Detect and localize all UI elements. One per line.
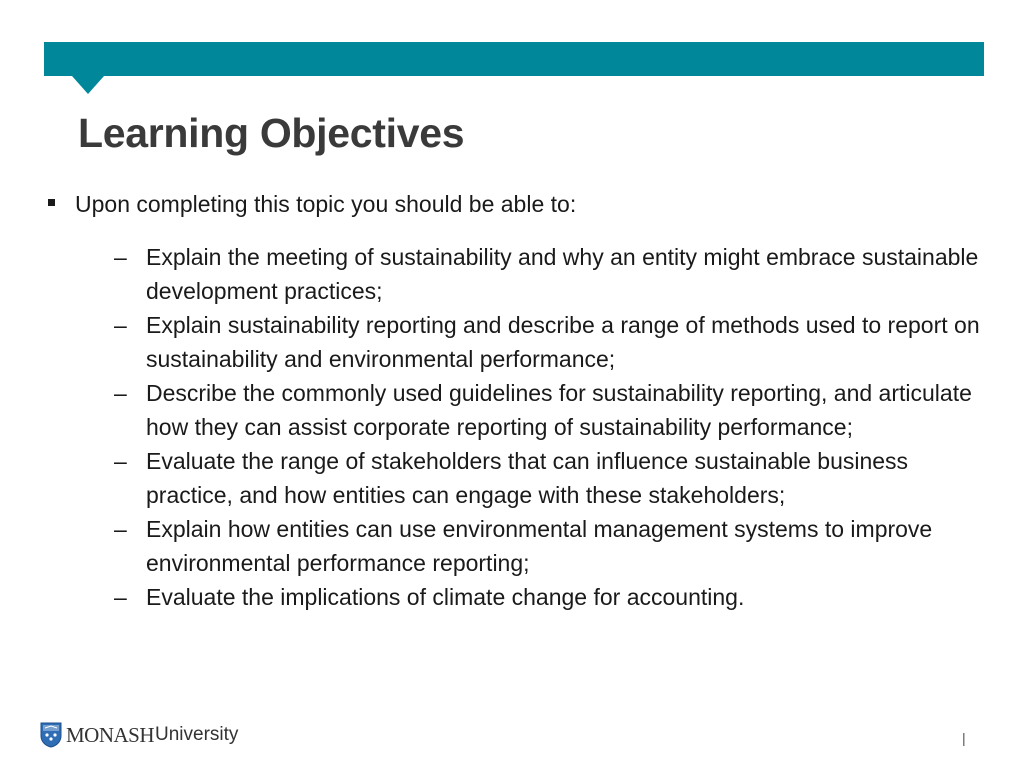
objective-item <box>44 308 994 376</box>
slide-content <box>44 188 994 614</box>
objective-text: Explain how entities can use environmental management systems to improve environmental performance reporting; <box>146 516 933 576</box>
dash-bullet: – <box>114 516 127 542</box>
logo-text-university: University <box>155 724 239 745</box>
logo-text-monash: MONASH <box>66 722 155 747</box>
header-bar <box>44 42 984 76</box>
main-bullet-text: Upon completing this topic you should be able to: <box>75 191 577 217</box>
monash-logo <box>40 722 238 748</box>
dash-bullet: – <box>114 380 127 406</box>
objectives-list <box>44 240 994 614</box>
dash-bullet: – <box>114 312 127 338</box>
page-marker: | <box>962 730 966 746</box>
dash-bullet: – <box>114 244 127 270</box>
objective-item <box>44 444 994 512</box>
objective-item <box>44 376 994 444</box>
objective-text: Evaluate the range of stakeholders that can influence sustainable business practice, and how entities can engage with these stakeholders; <box>146 448 909 508</box>
header-bar-notch <box>72 76 104 94</box>
slide-title: Learning Objectives <box>78 110 465 156</box>
objective-text: Evaluate the implications of climate change for accounting. <box>146 584 745 610</box>
objective-text: Explain the meeting of sustainability and why an entity might embrace sustainable development practices; <box>146 244 979 304</box>
objective-text: Explain sustainability reporting and describe a range of methods used to report on sustainability and environmental performance; <box>146 312 980 372</box>
objective-item <box>44 580 994 614</box>
main-bullet <box>44 188 994 220</box>
objective-text: Describe the commonly used guidelines for sustainability reporting, and articulate how they can assist corporate reporting of sustainability performance; <box>146 380 972 440</box>
dash-bullet: – <box>114 584 127 610</box>
objective-item <box>44 240 994 308</box>
monash-crest-icon <box>40 722 62 748</box>
dash-bullet: – <box>114 448 127 474</box>
square-bullet-icon <box>48 199 55 206</box>
objective-item <box>44 512 994 580</box>
